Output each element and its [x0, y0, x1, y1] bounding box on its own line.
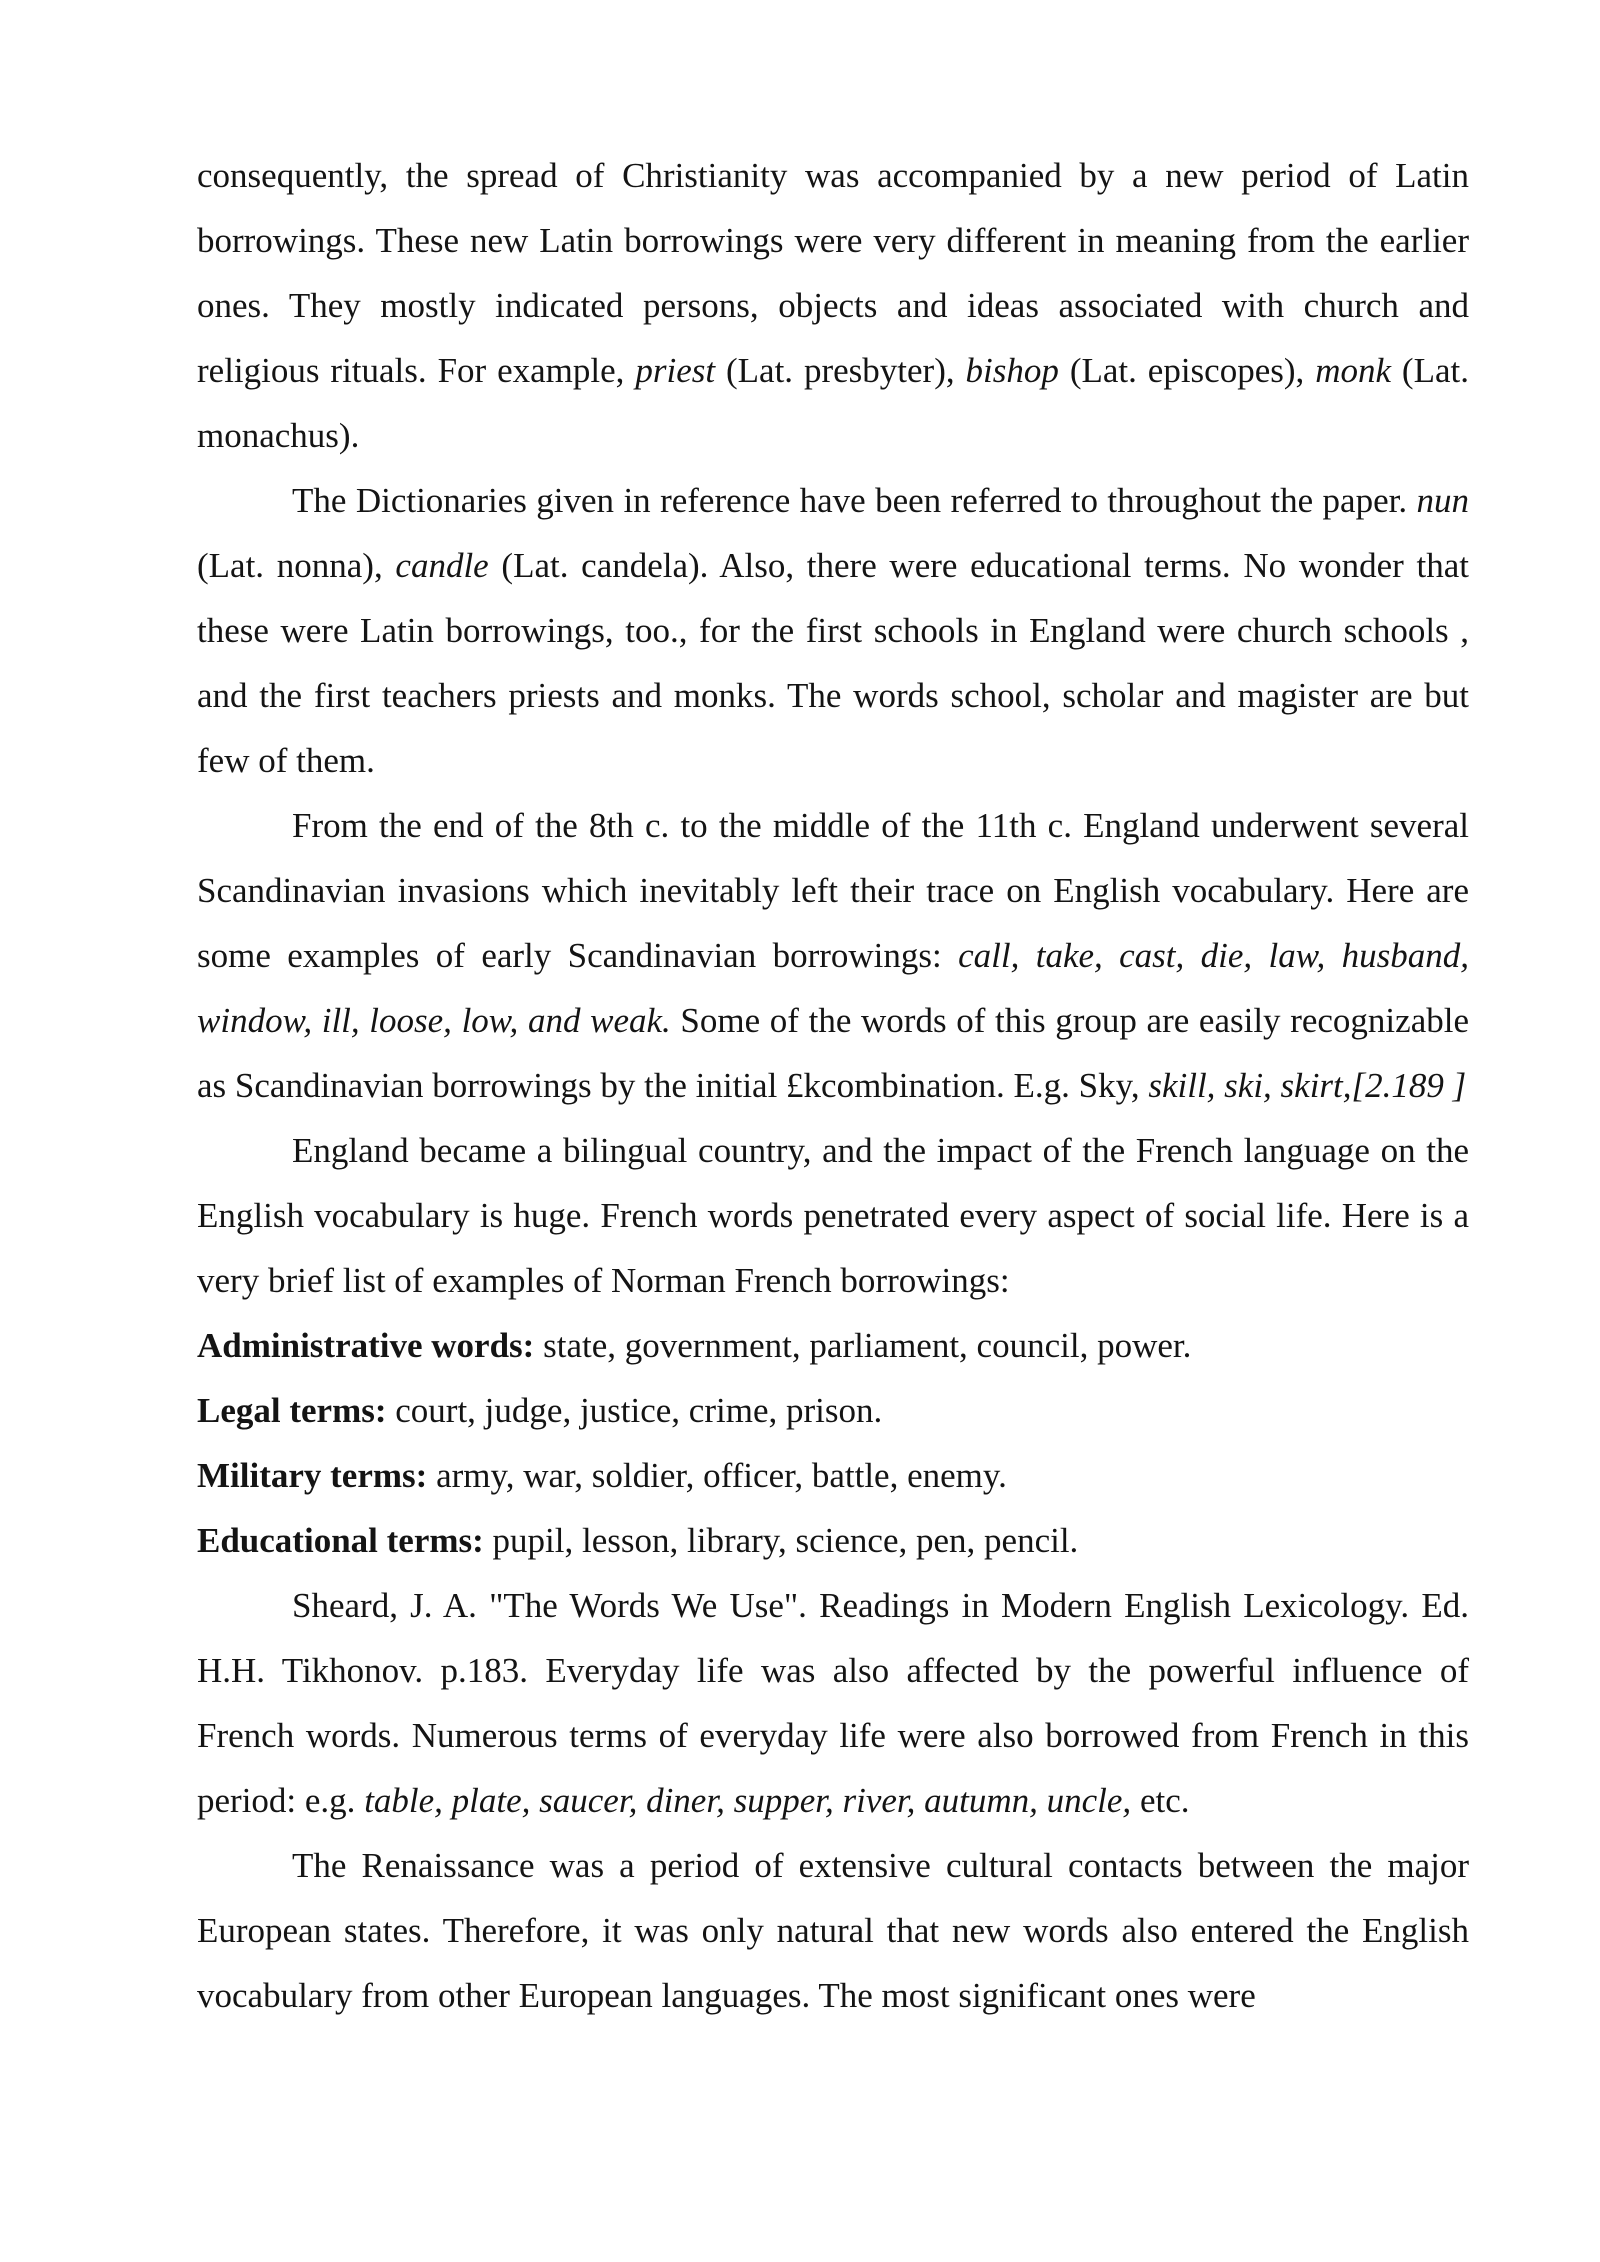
example-word: nun: [1416, 481, 1469, 520]
paragraph-french-borrowings: England became a bilingual country, and the impact of the French language on the English vocabulary is huge. French words penetrated every aspect of social life. Here is a very brief list of examples of Norman French borrowings:: [197, 1131, 1469, 1300]
example-word: priest: [635, 351, 716, 390]
document-page: [197, 143, 1469, 2028]
paragraph-latin-borrowings: consequently, the spread of Christianity was accompanied by a new period of Latin borrowings. These new Latin borrowings were very different in meaning from the earlier ones. They mostly indicated persons, objects and ideas associated with church and religious rituals. For example, priest (Lat. presbyter), bishop (Lat. episcopes), monk (Lat. monachus).: [197, 156, 1469, 455]
paragraph-renaissance: The Renaissance was a period of extensive cultural contacts between the major European states. Therefore, it was only natural that new words also entered the English vocabulary from other European languages. The most significant ones were: [197, 1846, 1469, 2015]
example-word: candle: [395, 546, 489, 585]
example-word: bishop: [965, 351, 1059, 390]
paragraph-everyday-life: Sheard, J. A. "The Words We Use". Readings in Modern English Lexicology. Ed. H.H. Tikhonov. p.183. Everyday life was also affected by the powerful influence of French words. Numerous terms of everyday life were also borrowed from French in this period: e.g. table, plate, saucer, diner, supper, river, autumn, uncle, etc.: [197, 1586, 1469, 1820]
paragraph-scandinavian-borrowings: From the end of the 8th c. to the middle of the 11th c. England underwent several Scandinavian invasions which inevitably left their trace on English vocabulary. Here are some examples of early Scandinavian borrowings: call, take, cast, die, law, husband, window, ill, loose, low, and weak. Some of the words of this group are easily recognizable as Scandinavian borrowings by the initial £kcombination. E.g. Sky, skill, ski, skirt,[2.189 ]: [197, 806, 1469, 1105]
term-group-label: Administrative words:: [197, 1326, 535, 1365]
term-group-label: Educational terms:: [197, 1521, 484, 1560]
term-group-administrative: [197, 1313, 1469, 1378]
term-group-legal: [197, 1378, 1469, 1443]
term-group-words: army, war, soldier, officer, battle, enemy.: [427, 1456, 1007, 1495]
paragraph-dictionaries: The Dictionaries given in reference have been referred to throughout the paper. nun (Lat. nonna), candle (Lat. candela). Also, there were educational terms. No wonder that these were Latin borrowings, too., for the first schools in England were church schools , and the first teachers priests and monks. The words school, scholar and magister are but few of them.: [197, 481, 1470, 780]
term-group-label: Military terms:: [197, 1456, 428, 1495]
term-group-educational: [197, 1508, 1469, 1573]
term-group-label: Legal terms:: [197, 1391, 387, 1430]
example-words: skill, ski, skirt,[2.189 ]: [1148, 1066, 1467, 1105]
term-group-words: state, government, parliament, council, power.: [534, 1326, 1192, 1365]
term-group-military: [197, 1443, 1469, 1508]
term-group-words: pupil, lesson, library, science, pen, pencil.: [483, 1521, 1079, 1560]
example-words: table, plate, saucer, diner, supper, river, autumn, uncle,: [364, 1781, 1132, 1820]
term-group-words: court, judge, justice, crime, prison.: [386, 1391, 883, 1430]
example-words: call, take, cast, die, law, husband, window, ill, loose, low, and weak.: [197, 936, 1469, 1040]
example-word: monk: [1315, 351, 1391, 390]
